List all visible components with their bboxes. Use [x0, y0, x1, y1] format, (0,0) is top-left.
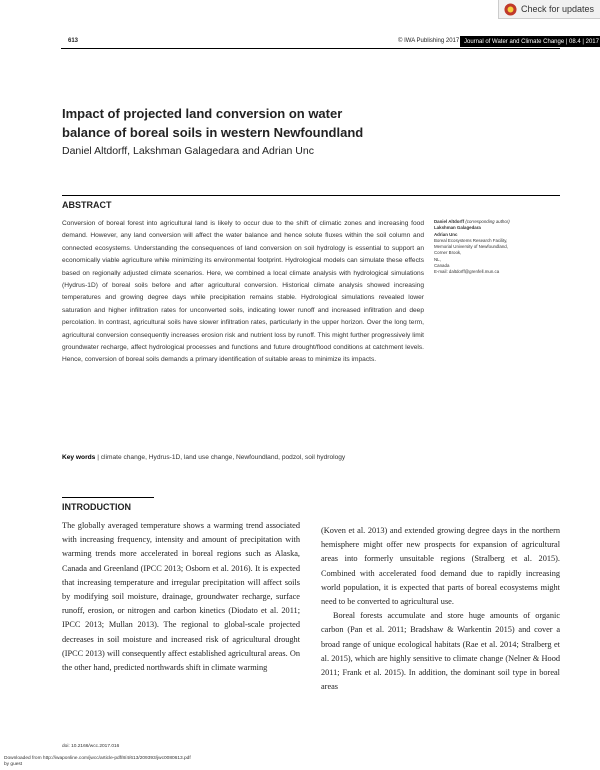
article-title: Impact of projected land conversion on water balance of boreal soils in western Newfoundland: [62, 106, 364, 140]
page-number: 613: [68, 38, 79, 44]
introduction-heading: INTRODUCTION: [62, 502, 131, 512]
download-url[interactable]: Downloaded from http://iwaponline.com/jwcc/article-pdf/8/4/613/209393/jwc0080613.pdf: [4, 756, 191, 761]
publisher-copyright: © IWA Publishing 2017: [398, 38, 460, 44]
update-check-icon: [504, 3, 517, 16]
running-header: [61, 38, 599, 49]
corresponding-author: Daniel Altdorff (corresponding author): [434, 219, 510, 224]
abstract-text: Conversion of boreal forest into agricultural land is likely to occur due to the shift of climatic zones and increasing food demand. However, any land conversion will affect the water balance and hence solute fluxes within the soil column and connected ecosystems. Understanding the consequences of land conversion on soil hydrology is essential to support an economically viable agriculture while minimizing its environmental footprint. Hydrological models can simulate these effects based on regionally adjusted climate scenarios. Here, we combined a local climate analysis with hydrological simulations (Hydrus-1D) of boreal soils before and after agricultural conversion. Historical climate analysis showed increasing temperatures and growing degree days while precipitation remains stable. Hydrological simulations revealed lower saturation and higher infiltration rates for unconverted soils, indicating lower runoff and increased infiltration and deep percolation. In contrast, agricultural soils have slower infiltration rates, particularly in the upper horizon. Over the long term, agricultural conversion consequently increases erosion risk and nutrient loss by runoff. This might further progressively limit groundwater recharge, affect hydrological processes and functions and future drought/flood conditions at catchment levels. Hence, conversion of boreal soils demands a primary identification of suitable areas to minimize its impacts.: [62, 220, 424, 364]
download-guest: by guest: [4, 762, 23, 767]
left-column: [62, 519, 300, 675]
paragraph: (Koven et al. 2013) and extended growing degree days in the northern hemisphere might offer new prospects for expansion of agricultural areas into formerly unsuitable regions (Stralberg et al. 2015). Combined with accelerated food demand due to rapidly increasing world population, it is expected that parts of boreal ecosystems might need to be converted to agricultural use.: [321, 526, 560, 607]
affiliation-line: Canada: [434, 263, 450, 269]
header-rule: [61, 48, 560, 49]
download-notice: [4, 756, 191, 768]
keywords: [62, 454, 442, 461]
check-for-updates-label: Check for updates: [521, 4, 595, 14]
paragraph: The globally averaged temperature shows a warming trend associated with increasing frequency, intensity and amount of precipitation with warming trends more accelerated in boreal regions such as Alaska, Canada and Greenland (IPCC 2013; Osborn et al. 2016). It is expected that increasing temperature and irregular precipitation will affect soils by modifying soil moisture, drainage, groundwater recharge, surface runoff, erosion, or nitrogen and carbon kinetics (Diodato et al. 2011; IPCC 2013; Mullan 2013). The regional to global-scale projected decreases in soil moisture and increased risk of agricultural drought (IPCC 2013) will consequently affect established agricultural areas. On the other hand, predicted northwards shift in climate warming: [62, 521, 300, 673]
journal-bar: Journal of Water and Climate Change | 08.4 | 2017: [460, 36, 600, 47]
abstract-heading: ABSTRACT: [62, 200, 112, 210]
keywords-list: | climate change, Hydrus-1D, land use change, Newfoundland, podzol, soil hydrology: [97, 454, 346, 461]
affiliation-line: Boreal Ecosystems Research Facility,: [434, 237, 508, 243]
coauthor-name: Lakshman Galagedara: [434, 225, 481, 231]
abstract-rule: [62, 195, 560, 196]
affiliation-line: NL,: [434, 256, 441, 262]
doi[interactable]: doi: 10.2166/wcc.2017.016: [62, 744, 120, 749]
coauthor-name: Adrian Unc: [434, 231, 458, 237]
author-list: Daniel Altdorff, Lakshman Galagedara and Adrian Unc: [62, 145, 314, 157]
right-column: [321, 524, 560, 694]
paragraph: Boreal forests accumulate and store huge amounts of organic carbon (Pan et al. 2011; Bradshaw & Warkentin 2015) and cover a broad range of unique ecological habitats (Rae et al. 2014; Stralberg et al. 2015), which are highly sensitive to climate change (Nelner & Hood 2011; Frank et al. 2015). In addition, the dominant soil type in boreal areas: [321, 611, 560, 692]
keywords-label: Key words: [62, 454, 96, 461]
author-email[interactable]: E-mail: daltdorff@grenfell.mun.ca: [434, 269, 500, 275]
check-for-updates-badge[interactable]: [498, 0, 600, 19]
author-affiliation: [434, 219, 560, 276]
affiliation-line: Corner Brook,: [434, 250, 462, 256]
intro-rule: [62, 497, 154, 498]
affiliation-line: Memorial University of Newfoundland,: [434, 244, 508, 250]
